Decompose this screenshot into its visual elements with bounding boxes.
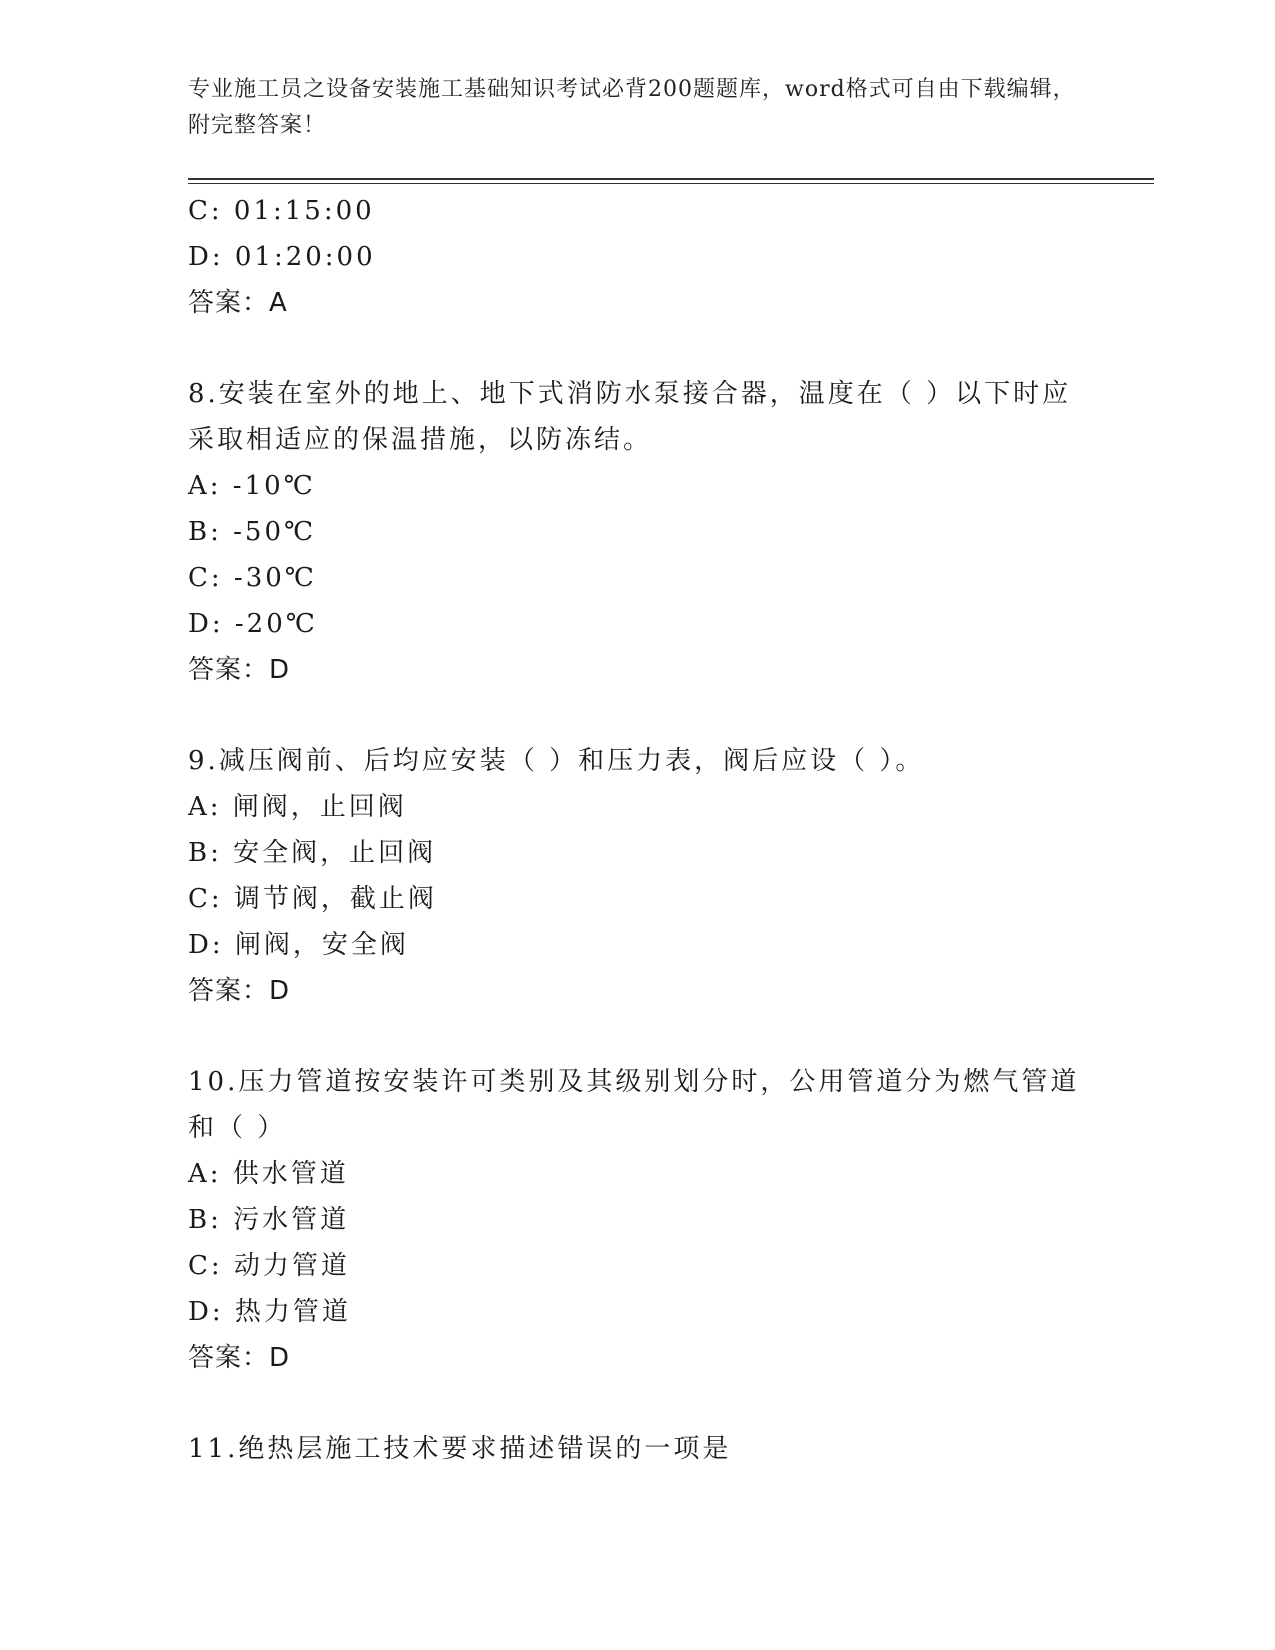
q8-option-a: A: -10℃ [188, 471, 316, 501]
q8-stem-line1: 8.安装在室外的地上、地下式消防水泵接合器，温度在（ ）以下时应 [188, 379, 1072, 409]
q8-answer: 答案：D [188, 655, 291, 685]
header-title: 专业施工员之设备安装施工基础知识考试必背200题题库，word格式可自由下载编辑，附完整答案！ [188, 77, 1076, 138]
q9-stem-line1: 9.减压阀前、后均应安装（ ）和压力表，阀后应设（ ）。 [188, 746, 925, 776]
q9-option-d: D: 闸阀，安全阀 [188, 930, 409, 960]
q10-answer: 答案：D [188, 1343, 291, 1373]
q10-option-c: C: 动力管道 [188, 1251, 350, 1281]
spacer [188, 326, 1088, 371]
q10-option-b: B: 污水管道 [188, 1205, 350, 1235]
q9-option-a: A: 闸阀，止回阀 [188, 792, 407, 822]
question-11 [188, 1426, 1088, 1472]
q10-stem-line1: 10.压力管道按安装许可类别及其级别划分时，公用管道分为燃气管道 [188, 1067, 1080, 1097]
question-9 [188, 738, 1088, 1014]
q7-answer: 答案：A [188, 288, 288, 318]
q7-option-c: C: 01:15:00 [188, 196, 375, 226]
q10-option-d: D: 热力管道 [188, 1297, 351, 1327]
question-10 [188, 1059, 1088, 1381]
q8-option-b: B: -50℃ [188, 517, 317, 547]
question-7-tail [188, 188, 1088, 326]
q7-option-d: D: 01:20:00 [188, 242, 376, 272]
document-header [188, 72, 1088, 144]
q10-stem-line2: 和（ ） [188, 1113, 287, 1143]
q8-option-c: C: -30℃ [188, 563, 317, 593]
spacer [188, 1381, 1088, 1426]
q8-option-d: D: -20℃ [188, 609, 318, 639]
q10-option-a: A: 供水管道 [188, 1159, 349, 1189]
q9-option-b: B: 安全阀，止回阀 [188, 838, 437, 868]
question-8 [188, 371, 1088, 693]
spacer [188, 1014, 1088, 1059]
q8-stem-line2: 采取相适应的保温措施，以防冻结。 [188, 425, 653, 455]
q9-answer: 答案：D [188, 976, 291, 1006]
spacer [188, 693, 1088, 738]
q11-stem-line1: 11.绝热层施工技术要求描述错误的一项是 [188, 1434, 732, 1464]
q9-option-c: C: 调节阀，截止阀 [188, 884, 437, 914]
header-divider-thin [188, 183, 1154, 184]
question-content [188, 188, 1088, 1472]
header-divider-thick [188, 178, 1154, 180]
